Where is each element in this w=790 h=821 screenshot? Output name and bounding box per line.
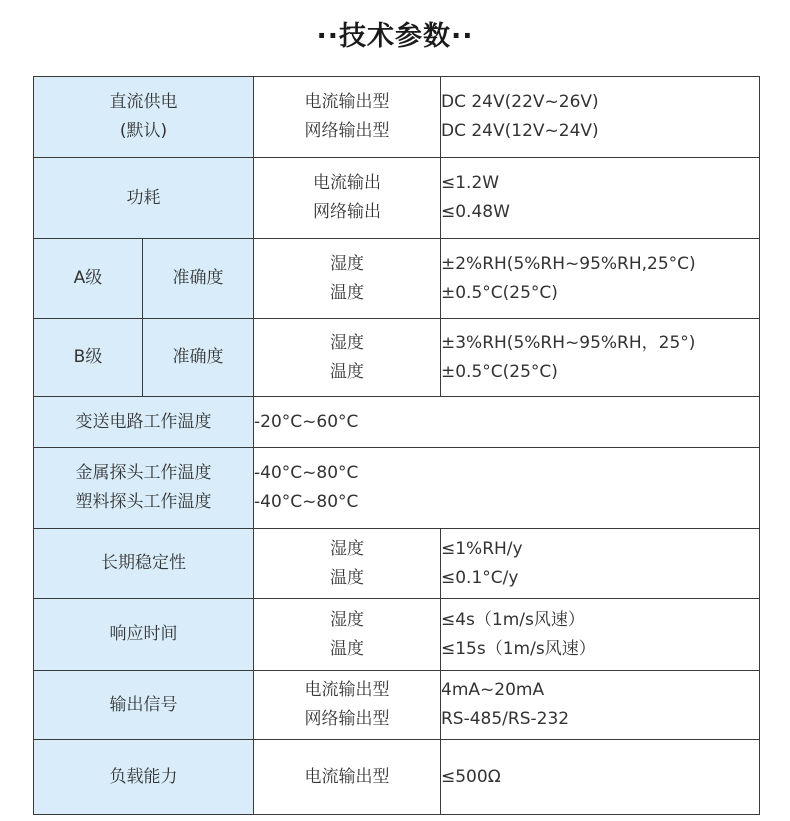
table-row	[34, 77, 760, 158]
value-text: ≤4s（1m/s风速）	[441, 609, 585, 630]
row-header-output: 输出信号	[34, 671, 254, 740]
value-text: ±2%RH(5%RH~95%RH,25°C)	[441, 253, 696, 274]
row-header-power-supply	[34, 77, 254, 158]
row-values	[441, 599, 760, 671]
table-row	[34, 740, 760, 815]
page-title: ··技术参数··	[316, 21, 474, 52]
row-label: 金属探头工作温度	[75, 463, 212, 483]
table-row	[34, 158, 760, 239]
row-subitems	[254, 239, 441, 319]
subitem-label: 温度	[330, 567, 364, 588]
subitem-label: 温度	[330, 638, 364, 659]
value-text: ±0.5°C(25°C)	[441, 282, 558, 303]
subitem-label: 温度	[330, 282, 364, 303]
row-subitems	[254, 77, 441, 158]
row-label-note: (默认)	[119, 121, 168, 141]
row-values	[254, 448, 760, 529]
row-header-load: 负载能力	[34, 740, 254, 815]
value-text: ≤1%RH/y	[441, 538, 523, 559]
table-row	[34, 319, 760, 397]
value-text: ≤0.48W	[441, 202, 510, 222]
subitem-label: 电流输出型	[254, 740, 441, 815]
subitem-label: 网络输出型	[304, 121, 390, 141]
row-header-accuracy-a: 准确度	[143, 239, 254, 319]
row-values	[441, 529, 760, 599]
grade-label-a: A级	[34, 239, 143, 319]
subitem-label: 网络输出型	[304, 709, 390, 729]
value-text: -40°C~80°C	[254, 492, 359, 512]
subitem-label: 湿度	[330, 253, 364, 274]
row-values	[441, 77, 760, 158]
value-text: ≤1.2W	[441, 173, 500, 193]
row-subitems	[254, 599, 441, 671]
value-text: ±3%RH(5%RH~95%RH，25°)	[441, 332, 696, 353]
subitem-label: 网络输出	[313, 202, 381, 222]
value-text: ≤0.1°C/y	[441, 567, 519, 588]
row-values	[441, 671, 760, 740]
row-values	[441, 239, 760, 319]
subitem-label: 电流输出	[313, 173, 381, 193]
subitem-label: 温度	[330, 361, 364, 382]
spec-table	[33, 76, 760, 815]
subitem-label: 湿度	[330, 332, 364, 353]
subitem-label: 电流输出型	[304, 92, 390, 112]
row-header-accuracy-b: 准确度	[143, 319, 254, 397]
subitem-label: 湿度	[330, 609, 364, 630]
subitem-label: 湿度	[330, 538, 364, 559]
value-text: 4mA~20mA	[441, 680, 545, 700]
row-subitems	[254, 671, 441, 740]
value-text: DC 24V(22V~26V)	[441, 92, 599, 112]
value-text: ≤500Ω	[441, 740, 760, 815]
value-text: ±0.5°C(25°C)	[441, 361, 558, 382]
row-values	[441, 158, 760, 239]
row-header-probe-temp	[34, 448, 254, 529]
grade-label-b: B级	[34, 319, 143, 397]
row-header-response: 响应时间	[34, 599, 254, 671]
table-row	[34, 397, 760, 448]
table-row	[34, 239, 760, 319]
value-text: -20°C~60°C	[254, 397, 760, 448]
row-subitems	[254, 158, 441, 239]
row-label: 直流供电	[109, 92, 178, 112]
value-text: DC 24V(12V~24V)	[441, 121, 599, 141]
row-subitems	[254, 319, 441, 397]
table-row	[34, 599, 760, 671]
row-header-stability: 长期稳定性	[34, 529, 254, 599]
row-label: 塑料探头工作温度	[75, 492, 212, 512]
table-row	[34, 448, 760, 529]
row-values	[441, 319, 760, 397]
table-row	[34, 671, 760, 740]
value-text: ≤15s（1m/s风速）	[441, 638, 596, 659]
value-text: -40°C~80°C	[254, 463, 359, 483]
row-subitems	[254, 529, 441, 599]
value-text: RS-485/RS-232	[441, 709, 570, 729]
table-row	[34, 529, 760, 599]
row-header-circuit-temp: 变送电路工作温度	[34, 397, 254, 448]
row-header-power-consumption: 功耗	[34, 158, 254, 239]
subitem-label: 电流输出型	[304, 680, 390, 700]
